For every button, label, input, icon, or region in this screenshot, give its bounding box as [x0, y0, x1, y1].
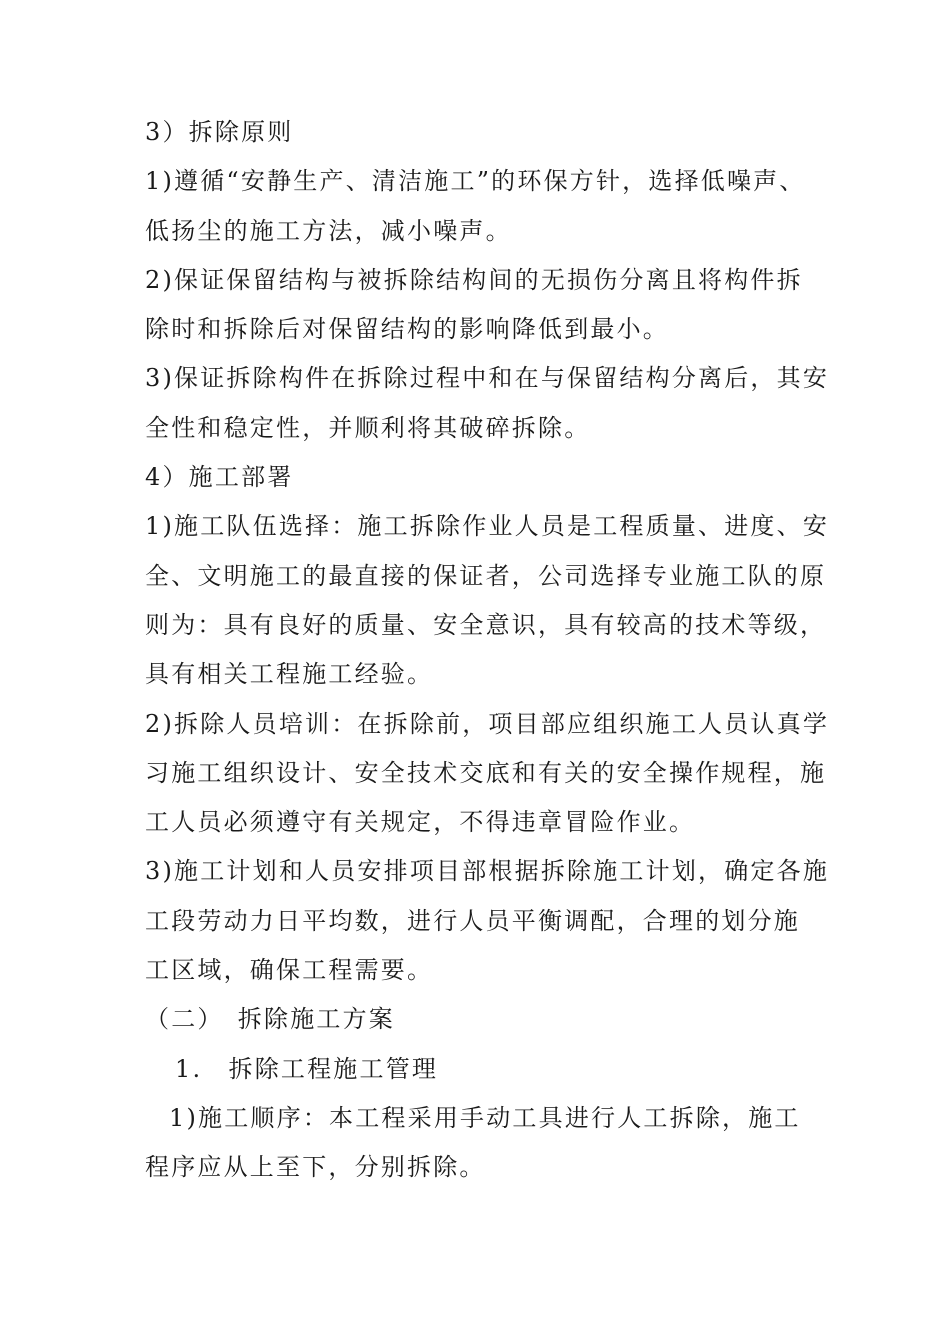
paragraph-line: 1)遵循“安静生产、清洁施工”的环保方针，选择低噪声、: [145, 167, 806, 196]
paragraph-line: 除时和拆除后对保留结构的影响降低到最小。: [145, 315, 669, 344]
paragraph-line: 具有相关工程施工经验。: [145, 660, 434, 689]
paragraph-line: 工段劳动力日平均数，进行人员平衡调配，合理的划分施: [145, 906, 800, 935]
chapter-heading-demolition-plan: （二） 拆除施工方案: [145, 1005, 395, 1034]
paragraph-line: 2)保证保留结构与被拆除结构间的无损伤分离且将构件拆: [145, 265, 803, 294]
section-heading-demolition-principles: 3）拆除原则: [145, 118, 294, 146]
paragraph-line: 则为：具有良好的质量、安全意识，具有较高的技术等级，: [145, 610, 827, 639]
paragraph-line: 全性和稳定性，并顺利将其破碎拆除。: [145, 413, 591, 442]
paragraph-line: 1)施工顺序：本工程采用手动工具进行人工拆除，施工: [169, 1103, 801, 1132]
paragraph-line: 工区域，确保工程需要。: [145, 956, 434, 985]
paragraph-line: 工人员必须遵守有关规定，不得违章冒险作业。: [145, 808, 696, 837]
paragraph-line: 全、文明施工的最直接的保证者，公司选择专业施工队的原: [145, 561, 827, 590]
paragraph-line: 1)施工队伍选择：施工拆除作业人员是工程质量、进度、安: [145, 512, 830, 541]
paragraph-line: 2)拆除人员培训：在拆除前，项目部应组织施工人员认真学: [145, 709, 830, 738]
subsection-heading-demolition-management: 1. 拆除工程施工管理: [175, 1054, 439, 1083]
paragraph-line: 3)保证拆除构件在拆除过程中和在与保留结构分离后，其安: [145, 364, 830, 393]
document-body: [145, 108, 830, 1193]
paragraph-line: 程序应从上至下，分别拆除。: [145, 1153, 486, 1182]
paragraph-line: 低扬尘的施工方法，减小噪声。: [145, 216, 512, 245]
paragraph-line: 3)施工计划和人员安排项目部根据拆除施工计划，确定各施: [145, 857, 830, 886]
paragraph-line: 习施工组织设计、安全技术交底和有关的安全操作规程，施: [145, 758, 827, 787]
section-heading-construction-deployment: 4）施工部署: [145, 463, 294, 492]
